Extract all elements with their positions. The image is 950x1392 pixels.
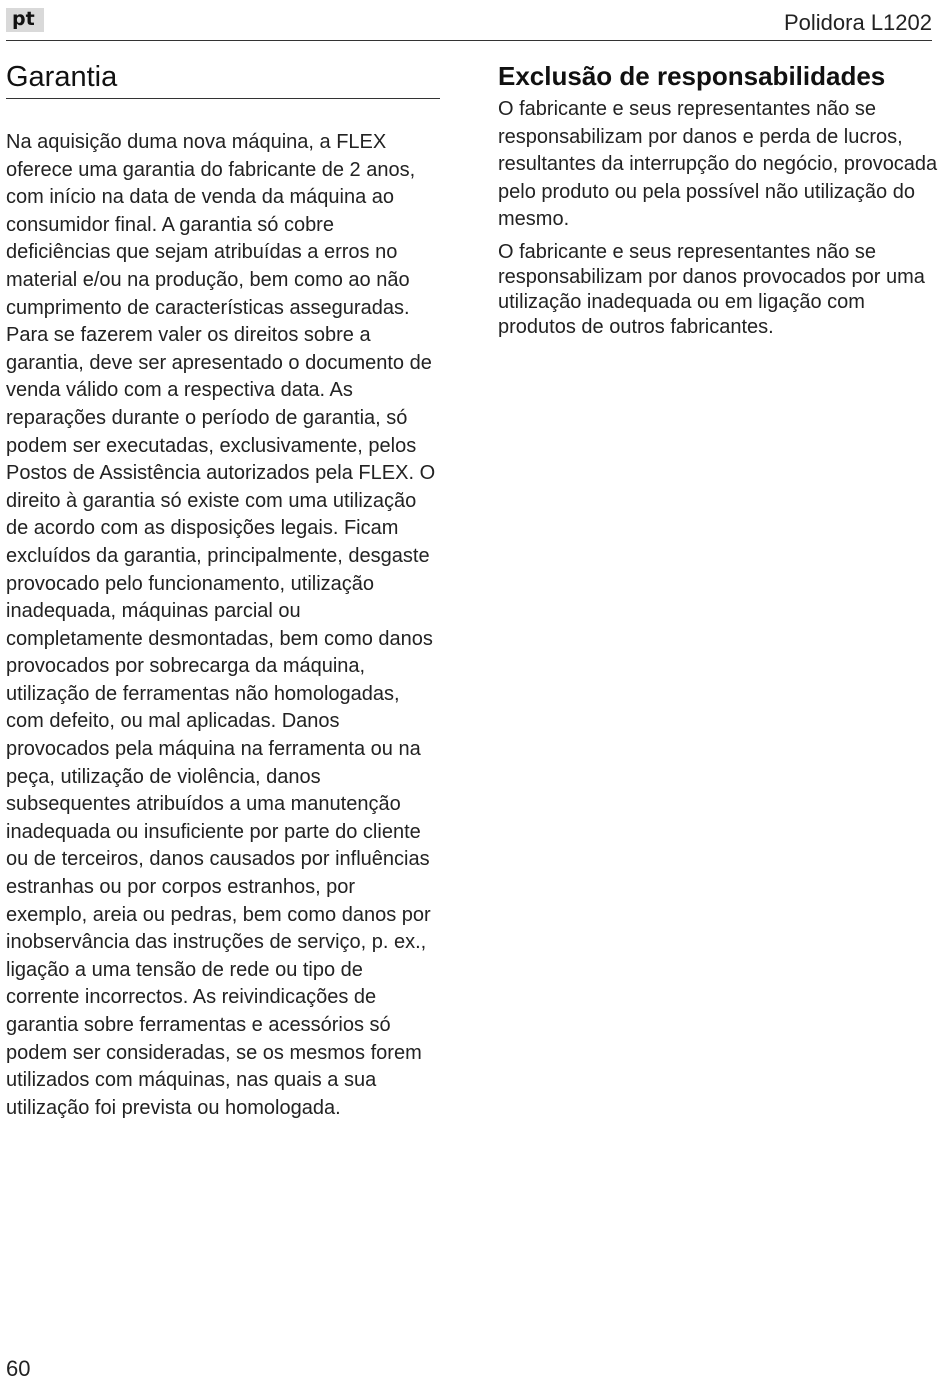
liability-paragraph: O fabricante e seus representantes não se responsabilizam por danos provocados por uma utilização inadequada ou em ligação com produtos de outros fabricantes.: [498, 240, 925, 338]
warranty-paragraph: Na aquisição duma nova máquina, a FLEX oferece uma garantia do fabricante de 2 anos, com início na data de venda da máquina ao consumidor final. A garantia só cobre deficiências que sejam atribuídas a erros no material e/ou na produção, bem como ao não cumprimento de características asseguradas. Para se fazerem valer os direitos sobre a garantia, deve ser apresentado o documento de venda válido com a respectiva data. As reparações durante o período de garantia, só podem ser executadas, exclusivamente, pelos Postos de Assistência autorizados pela FLEX. O direito à garantia só existe com uma utilização de acordo com as disposições legais. Ficam excluídos da garantia, principalmente, desgaste provocado pelo funcionamento, utilização inadequada, máquinas parcial ou completamente desmontadas, bem como danos provocados por sobrecarga da máquina, utilização de ferramentas não homologadas, com defeito, ou mal aplicadas. Danos provocados pela máquina na ferramenta ou na peça, utilização de violência, danos subsequentes atribuídos a uma manutenção inadequada ou insuficiente por parte do cliente ou de terceiros, danos causados por influências estranhas ou por corpos estranhos, por exemplo, areia ou pedras, bem como danos por inobservância das instruções de serviço, p. ex., ligação a uma tensão de rede ou tipo de corrente incorrectos. As reivindicações de garantia sobre ferramentas e acessórios só podem ser consideradas, se os mesmos forem utilizados com máquinas, nas quais a sua utilização foi prevista ou homologada.: [6, 131, 436, 1119]
warranty-heading: Garantia: [6, 61, 118, 93]
warranty-section: [6, 58, 440, 1122]
product-title: Polidora L1202: [783, 10, 932, 35]
header-divider: [6, 40, 932, 41]
language-badge: pt: [6, 8, 44, 32]
liability-heading: Exclusão de responsabilidades: [498, 61, 886, 91]
page-number: 60: [6, 1356, 31, 1381]
liability-section: [498, 58, 938, 340]
liability-paragraph: O fabricante e seus representantes não se responsabilizam por danos e perda de lucros, resultantes da interrupção do negócio, provocada pelo produto ou pela possível não utilização do mesmo.: [498, 98, 938, 231]
warranty-heading-divider: [6, 98, 440, 99]
